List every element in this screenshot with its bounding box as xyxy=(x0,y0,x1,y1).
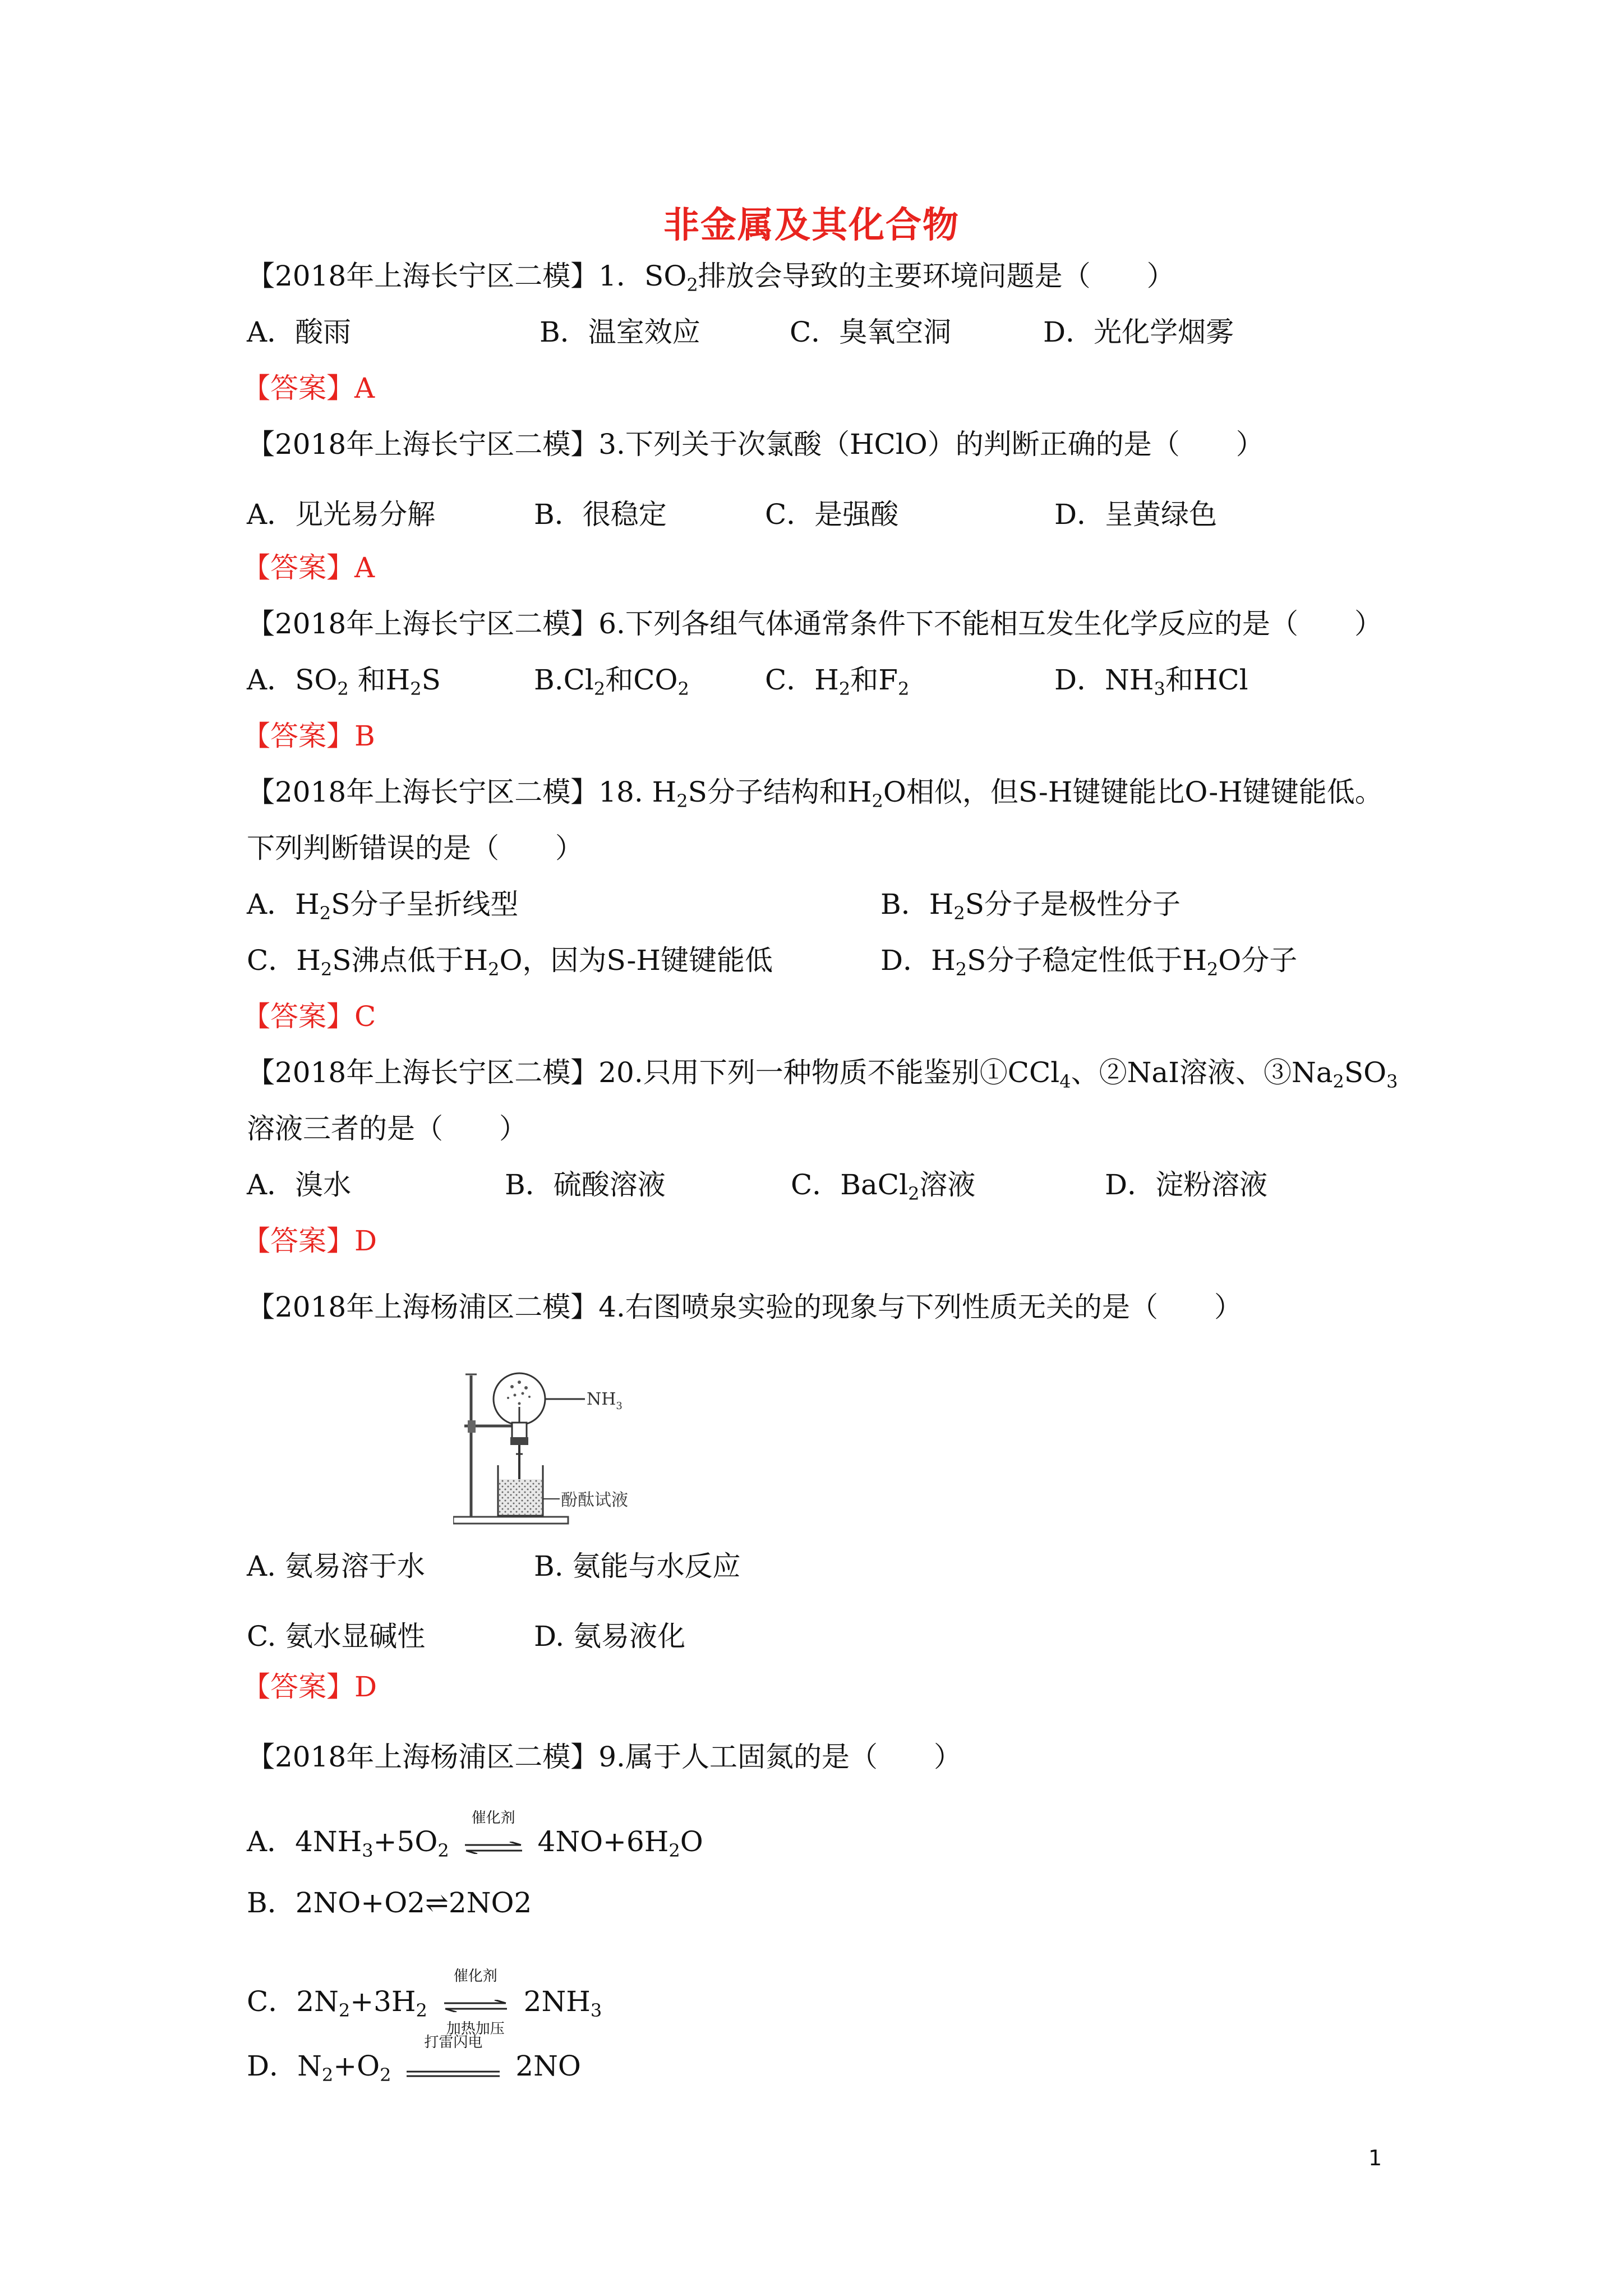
question-3-option-b: B．很稳定 xyxy=(534,498,667,531)
question-3-option-a: A．见光易分解 xyxy=(247,498,436,531)
question-6-option-d: D．$NH_3$和HCl xyxy=(1054,664,1248,700)
question-yp9-option-a: A．$4NH_3+5O_2$ 催化剂 $4NO+6H_2O$ xyxy=(247,1810,703,1861)
question-1-option-c: C．臭氧空洞 xyxy=(790,316,952,348)
page-number: 1 xyxy=(1368,2146,1382,2170)
question-yp4-option-d: D. 氨易液化 xyxy=(534,1620,686,1653)
question-3-option-c: C．是强酸 xyxy=(765,498,899,531)
question-1-option-b: B．温室效应 xyxy=(540,316,700,348)
reaction-arrow-lightning: 打雷闪电 xyxy=(424,2034,483,2051)
question-yp9-option-b: B．2NO+O2⇌2NO2 xyxy=(247,1887,532,1919)
question-18-option-c: C．$H_2S$沸点低于$H_2O$，因为S-H键键能低 xyxy=(247,944,773,980)
question-18-option-a: A．$H_2S$分子呈折线型 xyxy=(247,888,519,924)
question-20-option-b: B．硫酸溶液 xyxy=(505,1168,666,1201)
question-6-answer: 【答案】B xyxy=(242,720,375,752)
question-yp9-option-c: C．$2N_2+3H_2$ 催化剂 加热加压 $2NH_3$ xyxy=(247,1968,602,2037)
question-yp4-option-a: A. 氨易溶于水 xyxy=(247,1550,425,1582)
question-20-answer: 【答案】D xyxy=(242,1225,377,1257)
question-1-answer: 【答案】A xyxy=(242,372,375,404)
equilibrium-arrow-heat-pressure: 催化剂 加热加压 xyxy=(446,1968,505,2037)
question-yp4-option-c: C. 氨水显碱性 xyxy=(247,1620,426,1653)
question-yp4-stem: 【2018年上海杨浦区二模】4.右图喷泉实验的现象与下列性质无关的是（ ） xyxy=(247,1291,1242,1323)
question-yp9-stem: 【2018年上海杨浦区二模】9.属于人工固氮的是（ ） xyxy=(247,1741,962,1773)
question-3-stem: 【2018年上海长宁区二模】3.下列关于次氯酸（HClO）的判断正确的是（ ） xyxy=(247,428,1264,461)
question-18-stem-line-2: 下列判断错误的是（ ） xyxy=(247,832,583,864)
question-6-option-b: $B.Cl_2$和$CO_2$ xyxy=(534,664,689,700)
figure-label-nh3: $NH_3$ xyxy=(587,1389,623,1412)
question-6-option-c: C．$H_2$和$F_2$ xyxy=(765,664,910,700)
question-1-option-d: D．光化学烟雾 xyxy=(1043,316,1234,348)
fountain-experiment-figure xyxy=(453,1364,666,1528)
question-20-option-d: D．淀粉溶液 xyxy=(1105,1168,1268,1201)
question-6-option-a: A．$SO_2$ 和$H_2S$ xyxy=(247,664,441,700)
question-18-option-b: B．$H_2S$分子是极性分子 xyxy=(880,888,1181,924)
question-1-option-a: A．酸雨 xyxy=(247,316,352,348)
question-6-stem: 【2018年上海长宁区二模】6.下列各组气体通常条件下不能相互发生化学反应的是（ ） xyxy=(247,608,1382,640)
question-yp4-option-b: B. 氨能与水反应 xyxy=(534,1550,741,1582)
equilibrium-arrow-catalyst: 催化剂 xyxy=(463,1810,524,1862)
question-18-stem-line-1: 【2018年上海长宁区二模】18. $H_2S$分子结构和$H_2O$相似，但S-H键键能比O-H键键能低。 xyxy=(247,776,1383,812)
question-1-stem: 【2018年上海长宁区二模】1．$SO_2$排放会导致的主要环境问题是（ ） xyxy=(247,260,1175,296)
figure-label-phenolphthalein: 酚酞试液 xyxy=(561,1490,628,1510)
question-20-stem-line-1: 【2018年上海长宁区二模】20.只用下列一种物质不能鉴别①CCl$_4$、②NaI溶液、$③Na_2SO_3$ xyxy=(247,1056,1398,1092)
page-title: 非金属及其化合物 xyxy=(663,204,960,246)
question-20-option-c: C．BaCl$_2$溶液 xyxy=(791,1168,976,1204)
question-3-option-d: D．呈黄绿色 xyxy=(1054,498,1218,531)
question-20-stem-line-2: 溶液三者的是（ ） xyxy=(247,1112,527,1145)
question-18-answer: 【答案】C xyxy=(242,1000,376,1033)
question-3-answer: 【答案】A xyxy=(242,551,375,584)
question-yp9-option-d: D．$N_2+O_2$ 打雷闪电 2NO xyxy=(247,2034,581,2086)
question-yp4-answer: 【答案】D xyxy=(242,1671,377,1703)
question-20-option-a: A．溴水 xyxy=(247,1168,352,1201)
question-18-option-d: D．$H_2S$分子稳定性低于$H_2O$分子 xyxy=(880,944,1298,980)
